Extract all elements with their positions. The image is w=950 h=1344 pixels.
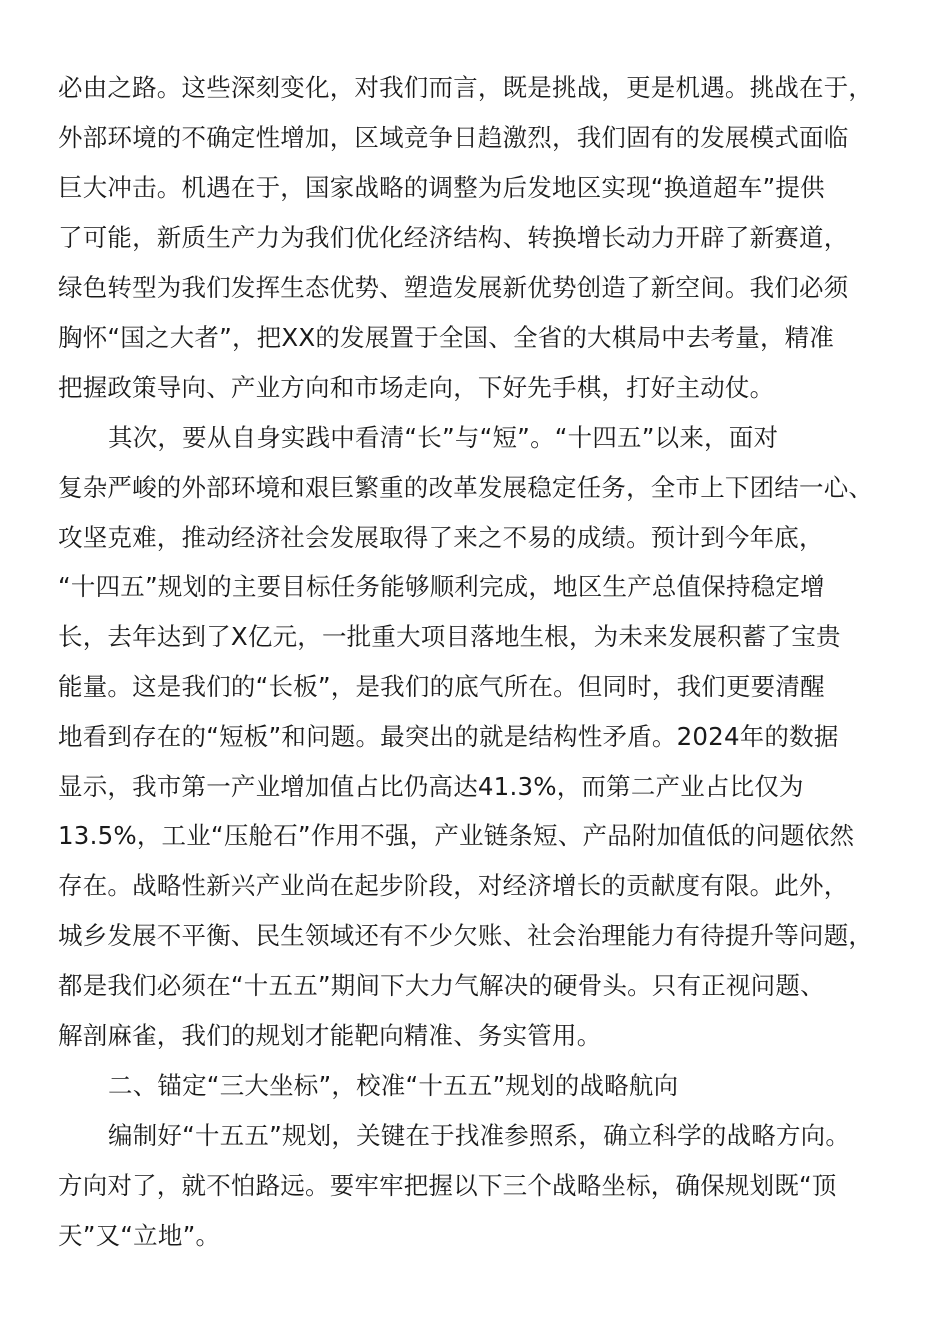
text-line: 攻坚克难，推动经济社会发展取得了来之不易的成绩。预计到今年底， [58, 523, 824, 552]
paragraph-start-line: 编制好“十五五”规划，关键在于找准参照系，确立科学的战略方向。 [108, 1121, 851, 1150]
text-line: 地看到存在的“短板”和问题。最突出的就是结构性矛盾。2024年的数据 [58, 722, 839, 751]
text-line: 外部环境的不确定性增加，区域竞争日趋激烈，我们固有的发展模式面临 [58, 123, 849, 152]
text-line: 能量。这是我们的“长板”，是我们的底气所在。但同时，我们更要清醒 [58, 672, 825, 701]
text-line: 把握政策导向、产业方向和市场走向，下好先手棋，打好主动仗。 [58, 373, 775, 402]
text-line: 存在。战略性新兴产业尚在起步阶段，对经济增长的贡献度有限。此外， [58, 871, 849, 900]
text-line: 13.5%，工业“压舱石”作用不强，产业链条短、产品附加值低的问题依然 [58, 821, 855, 850]
text-line: 绿色转型为我们发挥生态优势、塑造发展新优势创造了新空间。我们必须 [58, 273, 849, 302]
text-line: 显示，我市第一产业增加值占比仍高达41.3%，而第二产业占比仅为 [58, 772, 804, 801]
paragraph-start-line: 其次，要从自身实践中看清“长”与“短”。“十四五”以来，面对 [108, 423, 779, 452]
text-line: 城乡发展不平衡、民生领域还有不少欠账、社会治理能力有待提升等问题， [58, 921, 874, 950]
text-line: 都是我们必须在“十五五”期间下大力气解决的硬骨头。只有正视问题、 [58, 971, 825, 1000]
text-line: 复杂严峻的外部环境和艰巨繁重的改革发展稳定任务，全市上下团结一心、 [58, 473, 874, 502]
text-line: “十四五”规划的主要目标任务能够顺利完成，地区生产总值保持稳定增 [58, 572, 825, 601]
text-line: 长，去年达到了X亿元，一批重大项目落地生根，为未来发展积蓄了宝贵 [58, 622, 841, 651]
text-line: 方向对了，就不怕路远。要牢牢把握以下三个战略坐标，确保规划既“顶 [58, 1171, 837, 1200]
text-line: 天”又“立地”。 [58, 1221, 221, 1250]
text-line: 胸怀“国之大者”，把XX的发展置于全国、全省的大棋局中去考量，精准 [58, 323, 835, 352]
text-line: 巨大冲击。机遇在于，国家战略的调整为后发地区实现“换道超车”提供 [58, 173, 825, 202]
text-line: 解剖麻雀，我们的规划才能靶向精准、务实管用。 [58, 1021, 602, 1050]
text-line: 了可能，新质生产力为我们优化经济结构、转换增长动力开辟了新赛道， [58, 223, 849, 252]
section-heading: 二、锚定“三大坐标”，校准“十五五”规划的战略航向 [108, 1071, 679, 1100]
text-line: 必由之路。这些深刻变化，对我们而言，既是挑战，更是机遇。挑战在于， [58, 73, 874, 102]
